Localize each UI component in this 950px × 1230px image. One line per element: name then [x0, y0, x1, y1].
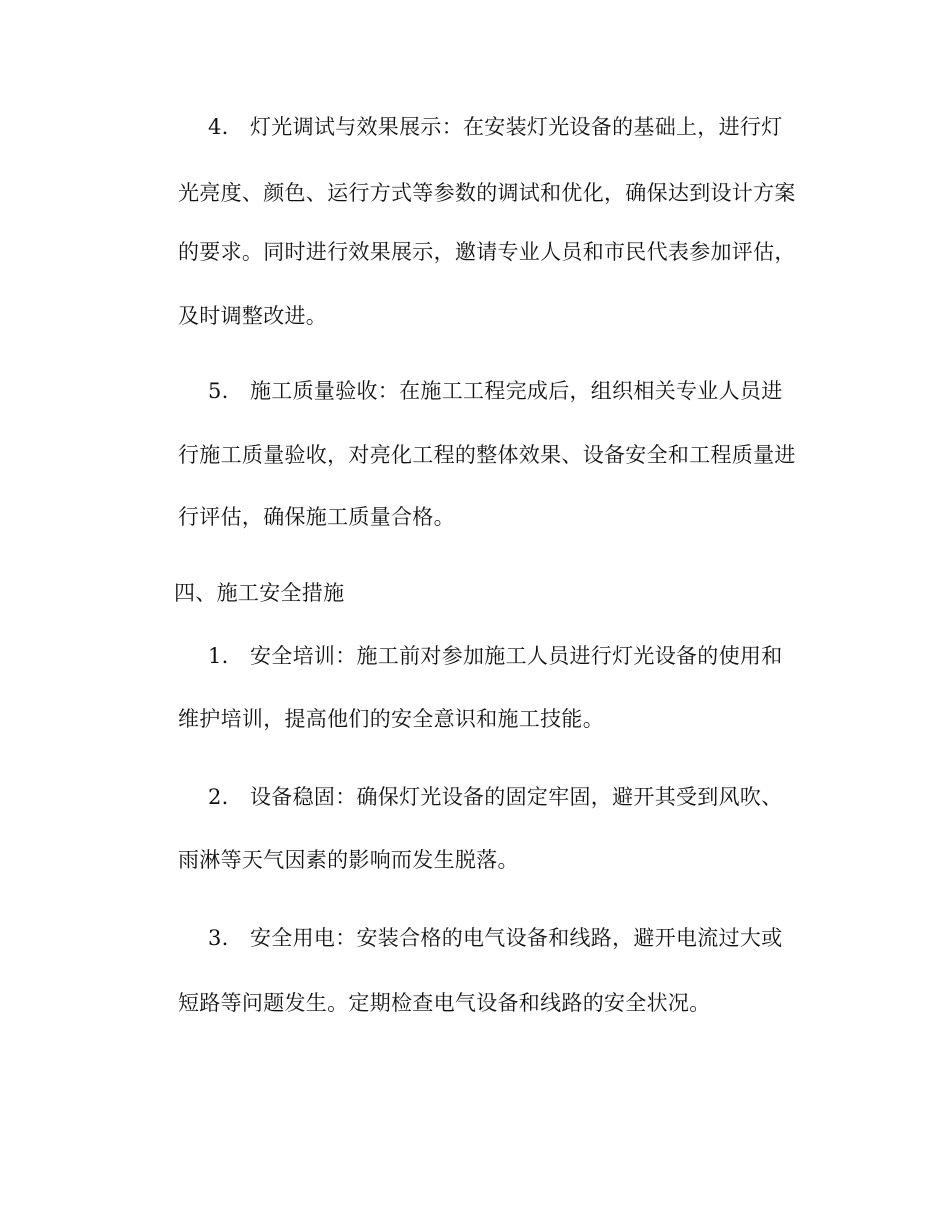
list-item-first-line [178, 377, 783, 405]
list-item-line: 及时调整改进。 [178, 304, 328, 328]
list-item-text: 施工质量验收：在施工工程完成后，组织相关专业人员进 [250, 379, 783, 403]
list-item-text: 灯光调试与效果展示：在安装灯光设备的基础上，进行灯 [250, 115, 783, 139]
list-item-line: 维护培训，提高他们的安全意识和施工技能。 [178, 707, 604, 731]
list-item-text: 安全用电：安装合格的电气设备和线路，避开电流过大或 [250, 926, 783, 950]
list-item-number: 2. [208, 785, 229, 809]
list-item-text: 安全培训：施工前对参加施工人员进行灯光设备的使用和 [250, 644, 783, 668]
list-item-first-line [178, 924, 783, 952]
section-heading: 四、施工安全措施 [174, 581, 345, 605]
list-item-number: 1. [208, 644, 229, 668]
list-item-number: 5. [208, 379, 229, 403]
list-item-text: 设备稳固：确保灯光设备的固定牢固，避开其受到风吹、 [250, 785, 783, 809]
list-item-line: 行施工质量验收，对亮化工程的整体效果、设备安全和工程质量进 [178, 443, 796, 467]
list-item-first-line [178, 113, 783, 141]
list-item-first-line [178, 783, 783, 811]
list-item-number: 4. [208, 115, 229, 139]
list-item-line: 光亮度、颜色、运行方式等参数的调试和优化，确保达到设计方案 [178, 181, 796, 205]
list-item-line: 行评估，确保施工质量合格。 [178, 505, 455, 529]
list-item-number: 3. [208, 926, 229, 950]
list-item-line: 的要求。同时进行效果展示，邀请专业人员和市民代表参加评估， [178, 240, 796, 264]
list-item-first-line [178, 642, 783, 670]
list-item-line: 短路等问题发生。定期检查电气设备和线路的安全状况。 [178, 991, 711, 1015]
list-item-line: 雨淋等天气因素的影响而发生脱落。 [178, 848, 519, 872]
